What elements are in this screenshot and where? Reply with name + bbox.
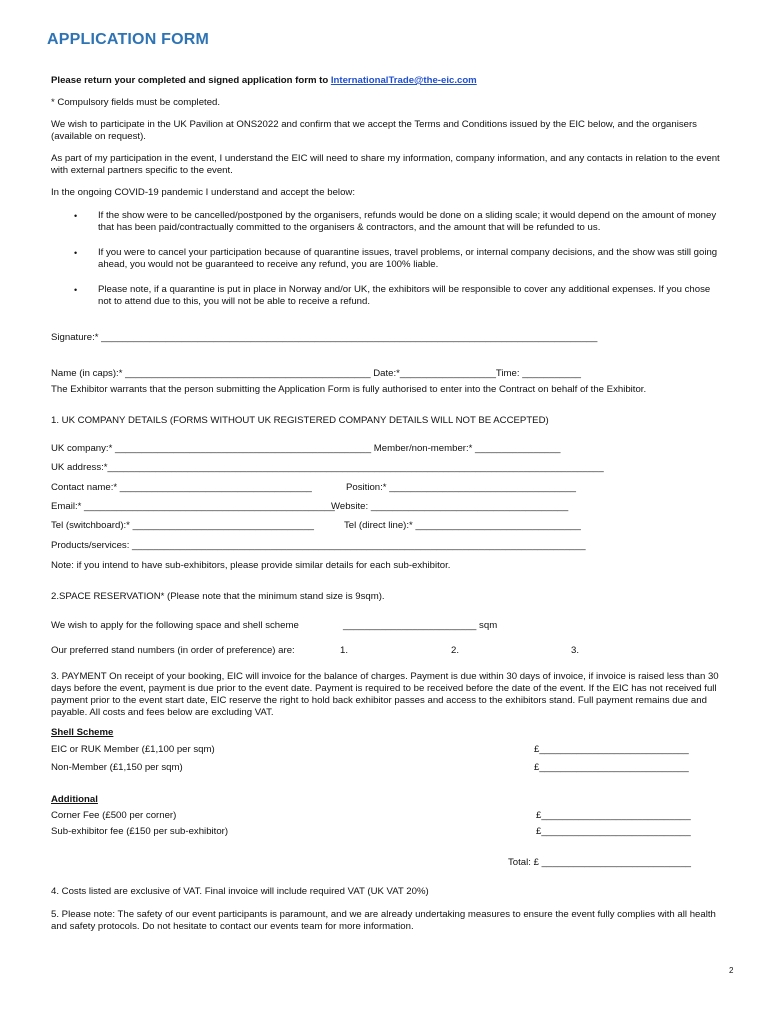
space-apply-label: We wish to apply for the following space and shell scheme	[51, 620, 299, 631]
contact-name-field[interactable]: Contact name:* ____________________________________	[51, 482, 312, 493]
bullet-3-text: Please note, if a quarantine is put in place in Norway and/or UK, the exhibitors will be responsible to cover any additional expenses. If you chose not to attend due to this, you will not be able to receive a refund.	[98, 284, 711, 307]
intro-paragraph-1: We wish to participate in the UK Pavilion at ONS2022 and confirm that we accept the Terms and Conditions issued by the EIC below, and the organisers (available on request).	[51, 119, 697, 142]
preference-2-field[interactable]: 2.	[451, 645, 460, 656]
page-title: APPLICATION FORM	[47, 31, 210, 48]
preferred-stands-label: Our preferred stand numbers (in order of preference) are:	[51, 645, 295, 656]
vat-note: 4. Costs listed are exclusive of VAT. Final invoice will include required VAT (UK VAT 20%)	[51, 886, 429, 897]
payment-paragraph: 3. PAYMENT On receipt of your booking, EIC will invoice for the balance of charges. Payment is due within 30 days of invoice, if invoice is raised less than 30 days before the event, payment is due prior to the event date. Payment is required to be received before the date of the event. If the EIC has not received full payment prior to the event start date, EIC reserve the right to hold back exhibitor passes and access to the exhibitors stand. Full payment remains due and payable. All costs and fees below are excluding VAT.	[51, 671, 719, 718]
bullet-3-marker: •	[74, 285, 78, 295]
return-instruction	[51, 75, 477, 87]
tel-switchboard-field[interactable]: Tel (switchboard):* __________________________________	[51, 520, 314, 531]
bullet-2-text: If you were to cancel your participation because of quarantine issues, travel problems, or internal company decisions, and the show was still going ahead, you would not be guaranteed to receive any refund, you are 100% liable.	[98, 247, 718, 270]
bullet-2-marker: •	[74, 248, 78, 258]
non-member-price-field[interactable]: £____________________________	[534, 762, 689, 773]
uk-address-field[interactable]: UK address:*_____________________________________________________________________________________________	[51, 462, 604, 473]
space-sqm-field[interactable]: _________________________ sqm	[343, 620, 498, 631]
warrant-statement: The Exhibitor warrants that the person submitting the Application Form is fully authorised to enter into the Contract on behalf of the Exhibitor.	[51, 384, 647, 395]
total-field[interactable]: Total: £ ____________________________	[508, 857, 691, 868]
signature-field[interactable]: Signature:* _____________________________________________________________________________________________	[51, 332, 598, 343]
safety-note: 5. Please note: The safety of our event participants is paramount, and we are already undertaking measures to ensure the event fully complies with all health and safety protocols. Do not hesitate to contact our events team for more information.	[51, 909, 716, 932]
products-services-field[interactable]: Products/services: _____________________________________________________________________________________	[51, 540, 586, 551]
preference-3-field[interactable]: 3.	[571, 645, 580, 656]
tel-direct-field[interactable]: Tel (direct line):* _______________________________	[344, 520, 581, 531]
page-number: 2	[729, 966, 734, 975]
name-date-time-fields[interactable]: Name (in caps):* ______________________________________________ Date:*__________________Time: ___________	[51, 368, 581, 379]
section-1-heading: 1. UK COMPANY DETAILS (FORMS WITHOUT UK REGISTERED COMPANY DETAILS WILL NOT BE ACCEPTED)	[51, 415, 549, 426]
intro-paragraph-2: As part of my participation in the event, I understand the EIC will need to share my information, company information, and any contacts in relation to the event with external partners specific to the event.	[51, 153, 720, 176]
website-field[interactable]: Website: _____________________________________	[331, 501, 569, 512]
uk-company-field[interactable]: UK company:* ________________________________________________ Member/non-member:* ________________	[51, 443, 561, 454]
preference-1-field[interactable]: 1.	[340, 645, 349, 656]
sub-exhibitor-note: Note: if you intend to have sub-exhibitors, please provide similar details for each sub-exhibitor.	[51, 560, 451, 571]
member-price-field[interactable]: £____________________________	[534, 744, 689, 755]
bullet-1-marker: •	[74, 211, 78, 221]
corner-fee-label: Corner Fee (£500 per corner)	[51, 810, 177, 821]
sub-exhibitor-fee-field[interactable]: £____________________________	[536, 826, 691, 837]
member-price-label: EIC or RUK Member (£1,100 per sqm)	[51, 744, 215, 755]
email-field[interactable]: Email:* _______________________________________________	[51, 501, 335, 512]
position-field[interactable]: Position:* ___________________________________	[346, 482, 576, 493]
intro-paragraph-3: In the ongoing COVID-19 pandemic I understand and accept the below:	[51, 187, 355, 198]
non-member-price-label: Non-Member (£1,150 per sqm)	[51, 762, 183, 773]
sub-exhibitor-fee-label: Sub-exhibitor fee (£150 per sub-exhibitor)	[51, 826, 229, 837]
compulsory-note: * Compulsory fields must be completed.	[51, 97, 221, 108]
shell-scheme-heading: Shell Scheme	[51, 727, 114, 738]
section-2-heading: 2.SPACE RESERVATION* (Please note that the minimum stand size is 9sqm).	[51, 591, 385, 602]
return-email-link[interactable]: InternationalTrade@the-eic.com	[330, 75, 477, 86]
bullet-1-text: If the show were to be cancelled/postponed by the organisers, refunds would be done on a sliding scale; it would depend on the amount of money that has been paid/contractually committed to the organisers & contractors, and the amount that will be refunded to us.	[98, 210, 717, 233]
additional-heading: Additional	[51, 794, 98, 805]
return-text: Please return your completed and signed application form to	[51, 75, 331, 86]
corner-fee-field[interactable]: £____________________________	[536, 810, 691, 821]
